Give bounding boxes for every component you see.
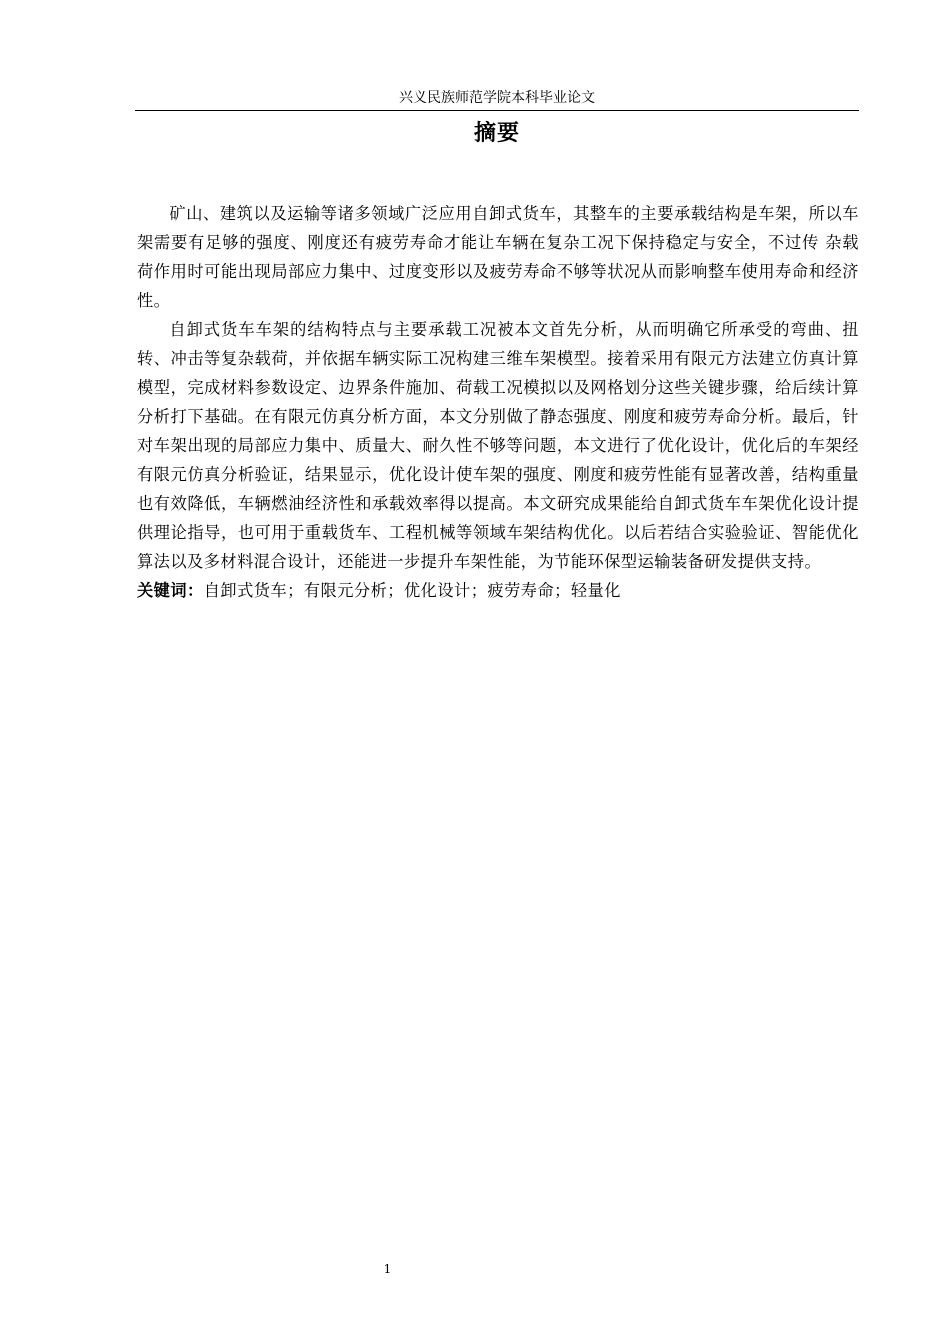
page-title: 摘要 [473, 121, 520, 146]
keywords-line [137, 576, 859, 605]
page-number: 1 [383, 1262, 392, 1276]
page-header [135, 90, 859, 111]
keywords-label: 关键词： [137, 581, 204, 600]
abstract-paragraph-2: 自卸式货车车架的结构特点与主要承载工况被本文首先分析，从而明确它所承受的弯曲、扭转、冲击等复杂载荷，并依据车辆实际工况构建三维车架模型。接着采用有限元方法建立仿真计算模型，完成材料参数设定、边界条件施加、荷载工况模拟以及网格划分这些关键步骤，给后续计算分析打下基础。在有限元仿真分析方面，本文分别做了静态强度、刚度和疲劳寿命分析。最后，针对车架出现的局部应力集中、质量大、耐久性不够等问题，本文进行了优化设计，优化后的车架经有限元仿真分析验证，结果显示，优化设计使车架的强度、刚度和疲劳性能有显著改善，结构重量也有效降低，车辆燃油经济性和承载效率得以提高。本文研究成果能给自卸式货车车架优化设计提供理论指导，也可用于重载货车、工程机械等领域车架结构优化。以后若结合实验验证、智能优化算法以及多材料混合设计，还能进一步提升车架性能，为节能环保型运输装备研发提供支持。 [137, 320, 859, 571]
abstract-body [137, 199, 859, 605]
keywords-value: 自卸式货车；有限元分析；优化设计；疲劳寿命；轻量化 [203, 581, 621, 600]
header-text: 兴义民族师范学院本科毕业论文 [399, 90, 595, 106]
abstract-paragraph-1: 矿山、建筑以及运输等诸多领域广泛应用自卸式货车，其整车的主要承载结构是车架，所以车架需要有足够的强度、刚度还有疲劳寿命才能让车辆在复杂工况下保持稳定与安全，不过传 杂载荷作用时可能出现局部应力集中、过度变形以及疲劳寿命不够等状况从而影响整车使用寿命和经济性。 [137, 204, 859, 310]
